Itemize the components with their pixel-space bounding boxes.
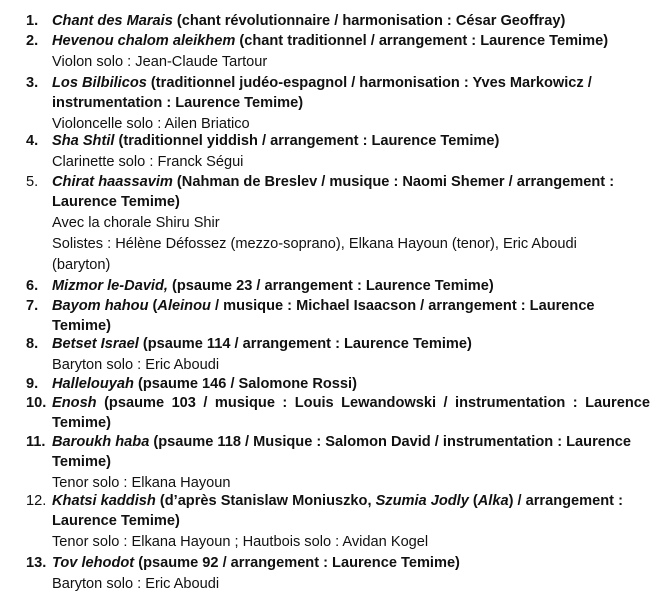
item-number: 4. — [26, 133, 39, 149]
piece-details: Temime) — [52, 318, 111, 334]
soloist-line: Violoncelle solo : Ailen Briatico — [52, 116, 250, 132]
piece-subtitle: Aleinou — [157, 298, 211, 314]
piece-title: Bayom hahou — [52, 298, 149, 314]
soloist-line: Solistes : Hélène Défossez (mezzo-soprano), Elkana Hayoun (tenor), Eric Aboudi — [52, 236, 577, 252]
piece-details: (psaume 92 / arrangement : Laurence Temime) — [134, 555, 460, 571]
soloist-line: (baryton) — [52, 257, 111, 273]
piece-details: (Nahman de Breslev / musique : Naomi Shemer / arrangement : — [172, 174, 615, 190]
soloist-line: Baryton solo : Eric Aboudi — [52, 357, 220, 373]
soloist-line: Violon solo : Jean-Claude Tartour — [52, 54, 268, 70]
piece-details: ( — [148, 298, 158, 314]
item-number: 7. — [26, 298, 39, 314]
piece-details: (psaume 103 / musique : Louis Lewandowski / instrumentation : Laurence — [96, 395, 650, 411]
item-number: 13. — [26, 555, 47, 571]
item-number: 8. — [26, 336, 39, 352]
piece-details: instrumentation : Laurence Temime) — [52, 95, 304, 111]
piece-title: Tov lehodot — [52, 555, 135, 571]
piece-details: (psaume 146 / Salomone Rossi) — [133, 376, 357, 392]
soloist-line: Avec la chorale Shiru Shir — [52, 215, 220, 231]
piece-title: Khatsi kaddish — [52, 493, 156, 509]
item-number: 9. — [26, 376, 39, 392]
item-number: 1. — [26, 13, 39, 29]
piece-details: (psaume 118 / Musique : Salomon David / instrumentation : Laurence — [149, 434, 632, 450]
piece-details: Temime) — [52, 415, 111, 431]
piece-details: (chant révolutionnaire / harmonisation : César Geoffray) — [172, 13, 566, 29]
piece-details: Temime) — [52, 454, 111, 470]
soloist-line: Tenor solo : Elkana Hayoun ; Hautbois solo : Avidan Kogel — [52, 534, 429, 550]
piece-details: Laurence Temime) — [52, 513, 180, 529]
piece-title: Hevenou chalom aleikhem — [52, 33, 236, 49]
piece-title: Mizmor le-David, — [52, 278, 168, 294]
item-number: 3. — [26, 75, 39, 91]
piece-details: Laurence Temime) — [52, 194, 180, 210]
piece-details: (traditionnel yiddish / arrangement : Laurence Temime) — [114, 133, 500, 149]
piece-details: (psaume 114 / arrangement : Laurence Temime) — [138, 336, 472, 352]
piece-details: (traditionnel judéo-espagnol / harmonisation : Yves Markowicz / — [146, 75, 592, 91]
piece-title: Chirat haassavim — [52, 174, 173, 190]
piece-details: / musique : Michael Isaacson / arrangement : Laurence — [210, 298, 595, 314]
piece-details: ( — [468, 493, 478, 509]
item-number: 6. — [26, 278, 39, 294]
item-number: 12. — [26, 493, 47, 509]
item-number: 10. — [26, 395, 47, 411]
piece-details: (chant traditionnel / arrangement : Laurence Temime) — [235, 33, 609, 49]
piece-subtitle: Alka — [477, 493, 509, 509]
soloist-line: Tenor solo : Elkana Hayoun — [52, 475, 231, 491]
piece-title: Betset Israel — [52, 336, 139, 352]
item-number: 11. — [26, 434, 46, 450]
piece-title: Los Bilbilicos — [52, 75, 147, 91]
item-number: 5. — [26, 174, 39, 190]
piece-details: (d’après Stanislaw Moniuszko, — [155, 493, 376, 509]
piece-title: Baroukh haba — [52, 434, 150, 450]
piece-title: Sha Shtil — [52, 133, 115, 149]
piece-title: Hallelouyah — [52, 376, 134, 392]
piece-title: Chant des Marais — [52, 13, 173, 29]
piece-details: ) / arrangement : — [508, 493, 623, 509]
piece-subtitle: Szumia Jodly — [375, 493, 469, 509]
piece-details: (psaume 23 / arrangement : Laurence Temime) — [167, 278, 494, 294]
soloist-line: Baryton solo : Eric Aboudi — [52, 576, 220, 592]
item-number: 2. — [26, 33, 39, 49]
soloist-line: Clarinette solo : Franck Ségui — [52, 154, 244, 170]
piece-title: Enosh — [52, 395, 97, 411]
